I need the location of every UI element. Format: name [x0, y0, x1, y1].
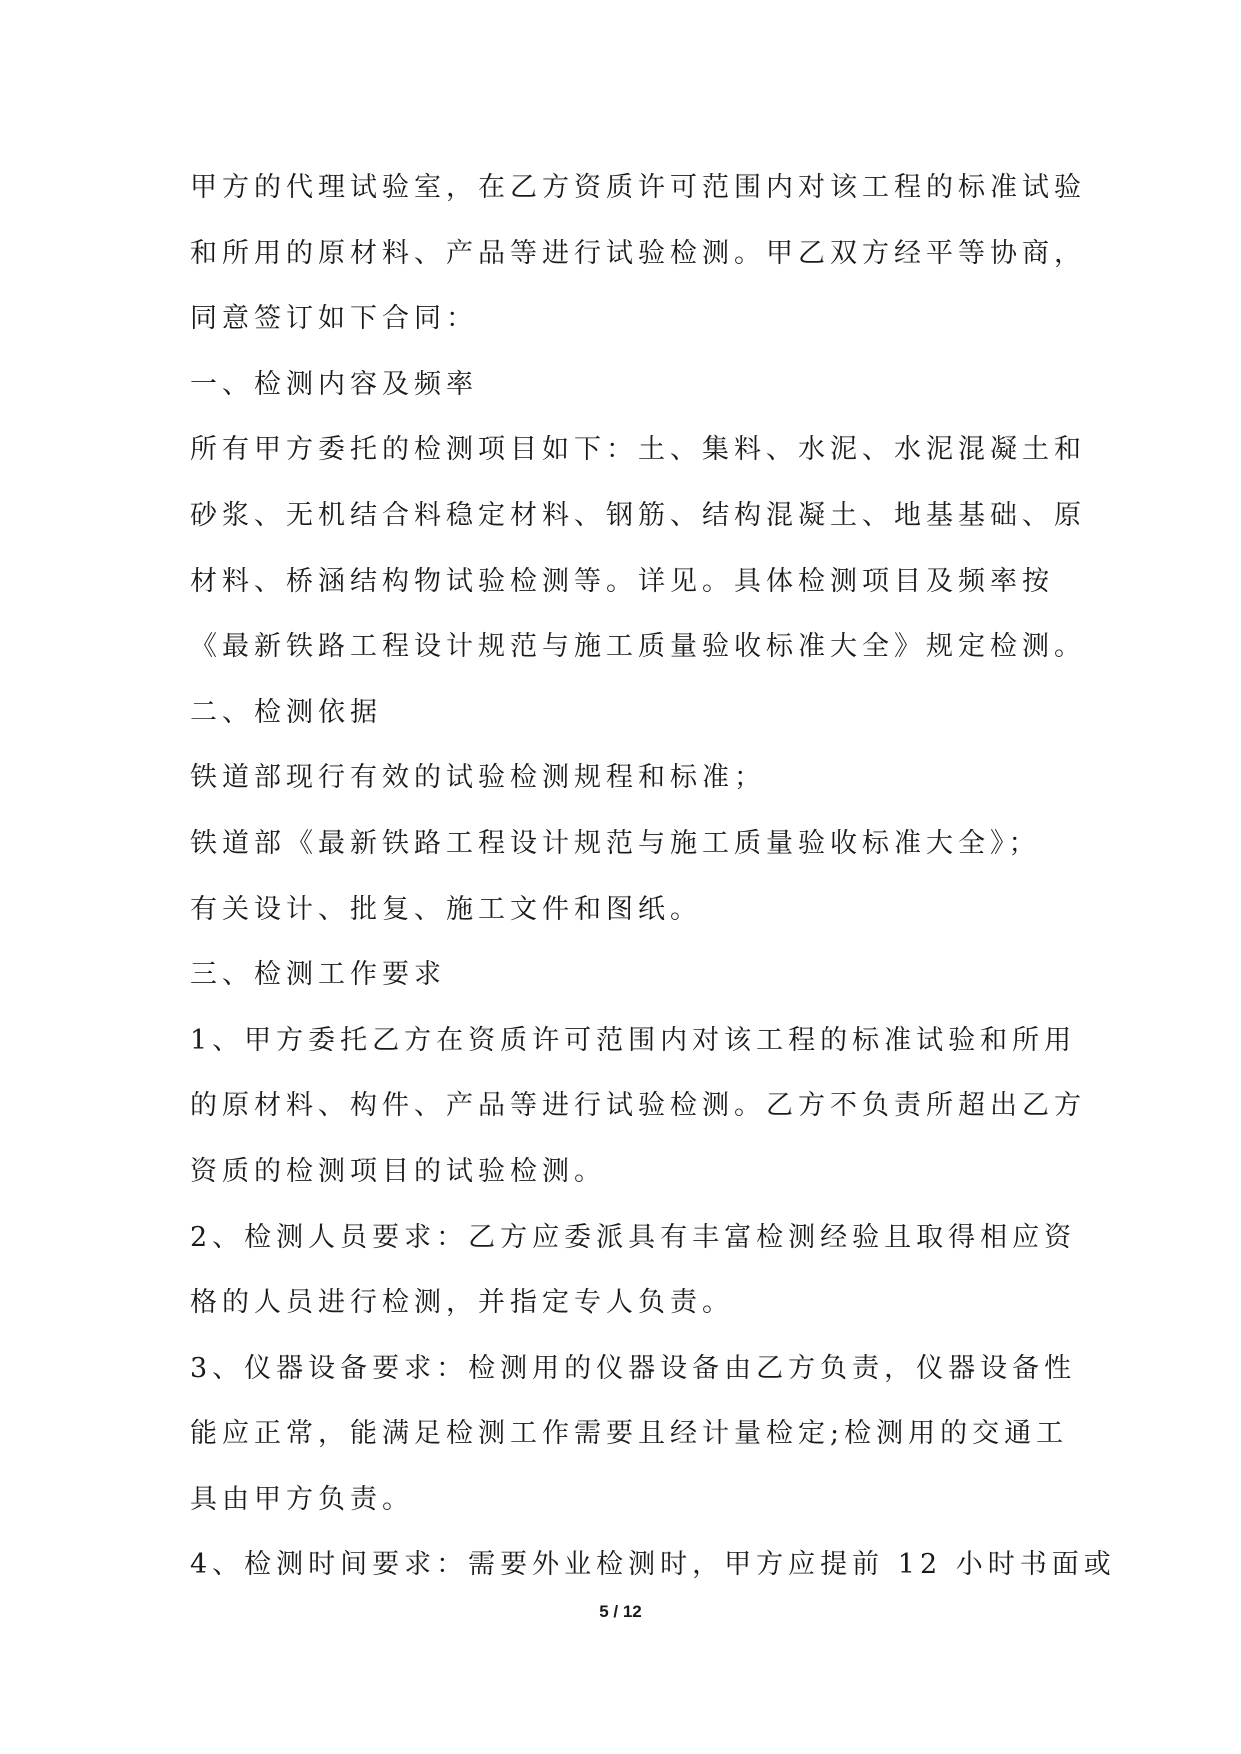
section-heading: 二、检测依据 [190, 696, 382, 728]
text-line: 和所用的原材料、产品等进行试验检测。甲乙双方经平等协商， [190, 237, 1086, 269]
text-line: 资质的检测项目的试验检测。 [190, 1155, 606, 1187]
text-line: 甲方的代理试验室，在乙方资质许可范围内对该工程的标准试验 [190, 172, 1086, 203]
text-line: 4、检测时间要求：需要外业检测时，甲方应提前 12 小时书面或 [190, 1549, 1116, 1581]
text-line: 《最新铁路工程设计规范与施工质量验收标准大全》规定检测。 [190, 631, 1086, 663]
text-line: 1、甲方委托乙方在资质许可范围内对该工程的标准试验和所用 [190, 1024, 1077, 1056]
text-line: 具由甲方负责。 [190, 1483, 414, 1515]
text-line: 有关设计、批复、施工文件和图纸。 [190, 893, 702, 925]
text-line: 格的人员进行检测，并指定专人负责。 [190, 1287, 734, 1319]
text-line: 材料、桥涵结构物试验检测等。详见。具体检测项目及频率按 [190, 565, 1054, 597]
text-line: 同意签订如下合同： [190, 303, 478, 335]
text-line: 3、仪器设备要求：检测用的仪器设备由乙方负责，仪器设备性 [190, 1352, 1077, 1384]
section-heading: 三、检测工作要求 [190, 959, 446, 991]
text-line: 铁道部《最新铁路工程设计规范与施工质量验收标准大全》； [190, 827, 1041, 859]
text-line: 所有甲方委托的检测项目如下：土、集料、水泥、水泥混凝土和 [190, 434, 1086, 466]
text-line: 铁道部现行有效的试验检测规程和标准； [190, 762, 766, 794]
section-heading: 一、检测内容及频率 [190, 368, 478, 400]
text-line: 2、检测人员要求：乙方应委派具有丰富检测经验且取得相应资 [190, 1221, 1077, 1253]
text-line: 能应正常，能满足检测工作需要且经计量检定;检测用的交通工 [190, 1418, 1069, 1450]
text-line: 砂浆、无机结合料稳定材料、钢筋、结构混凝土、地基基础、原 [190, 499, 1086, 531]
document-body [190, 155, 1116, 1598]
page-number: 5 / 12 [599, 1602, 642, 1621]
text-line: 的原材料、构件、产品等进行试验检测。乙方不负责所超出乙方 [190, 1090, 1086, 1122]
